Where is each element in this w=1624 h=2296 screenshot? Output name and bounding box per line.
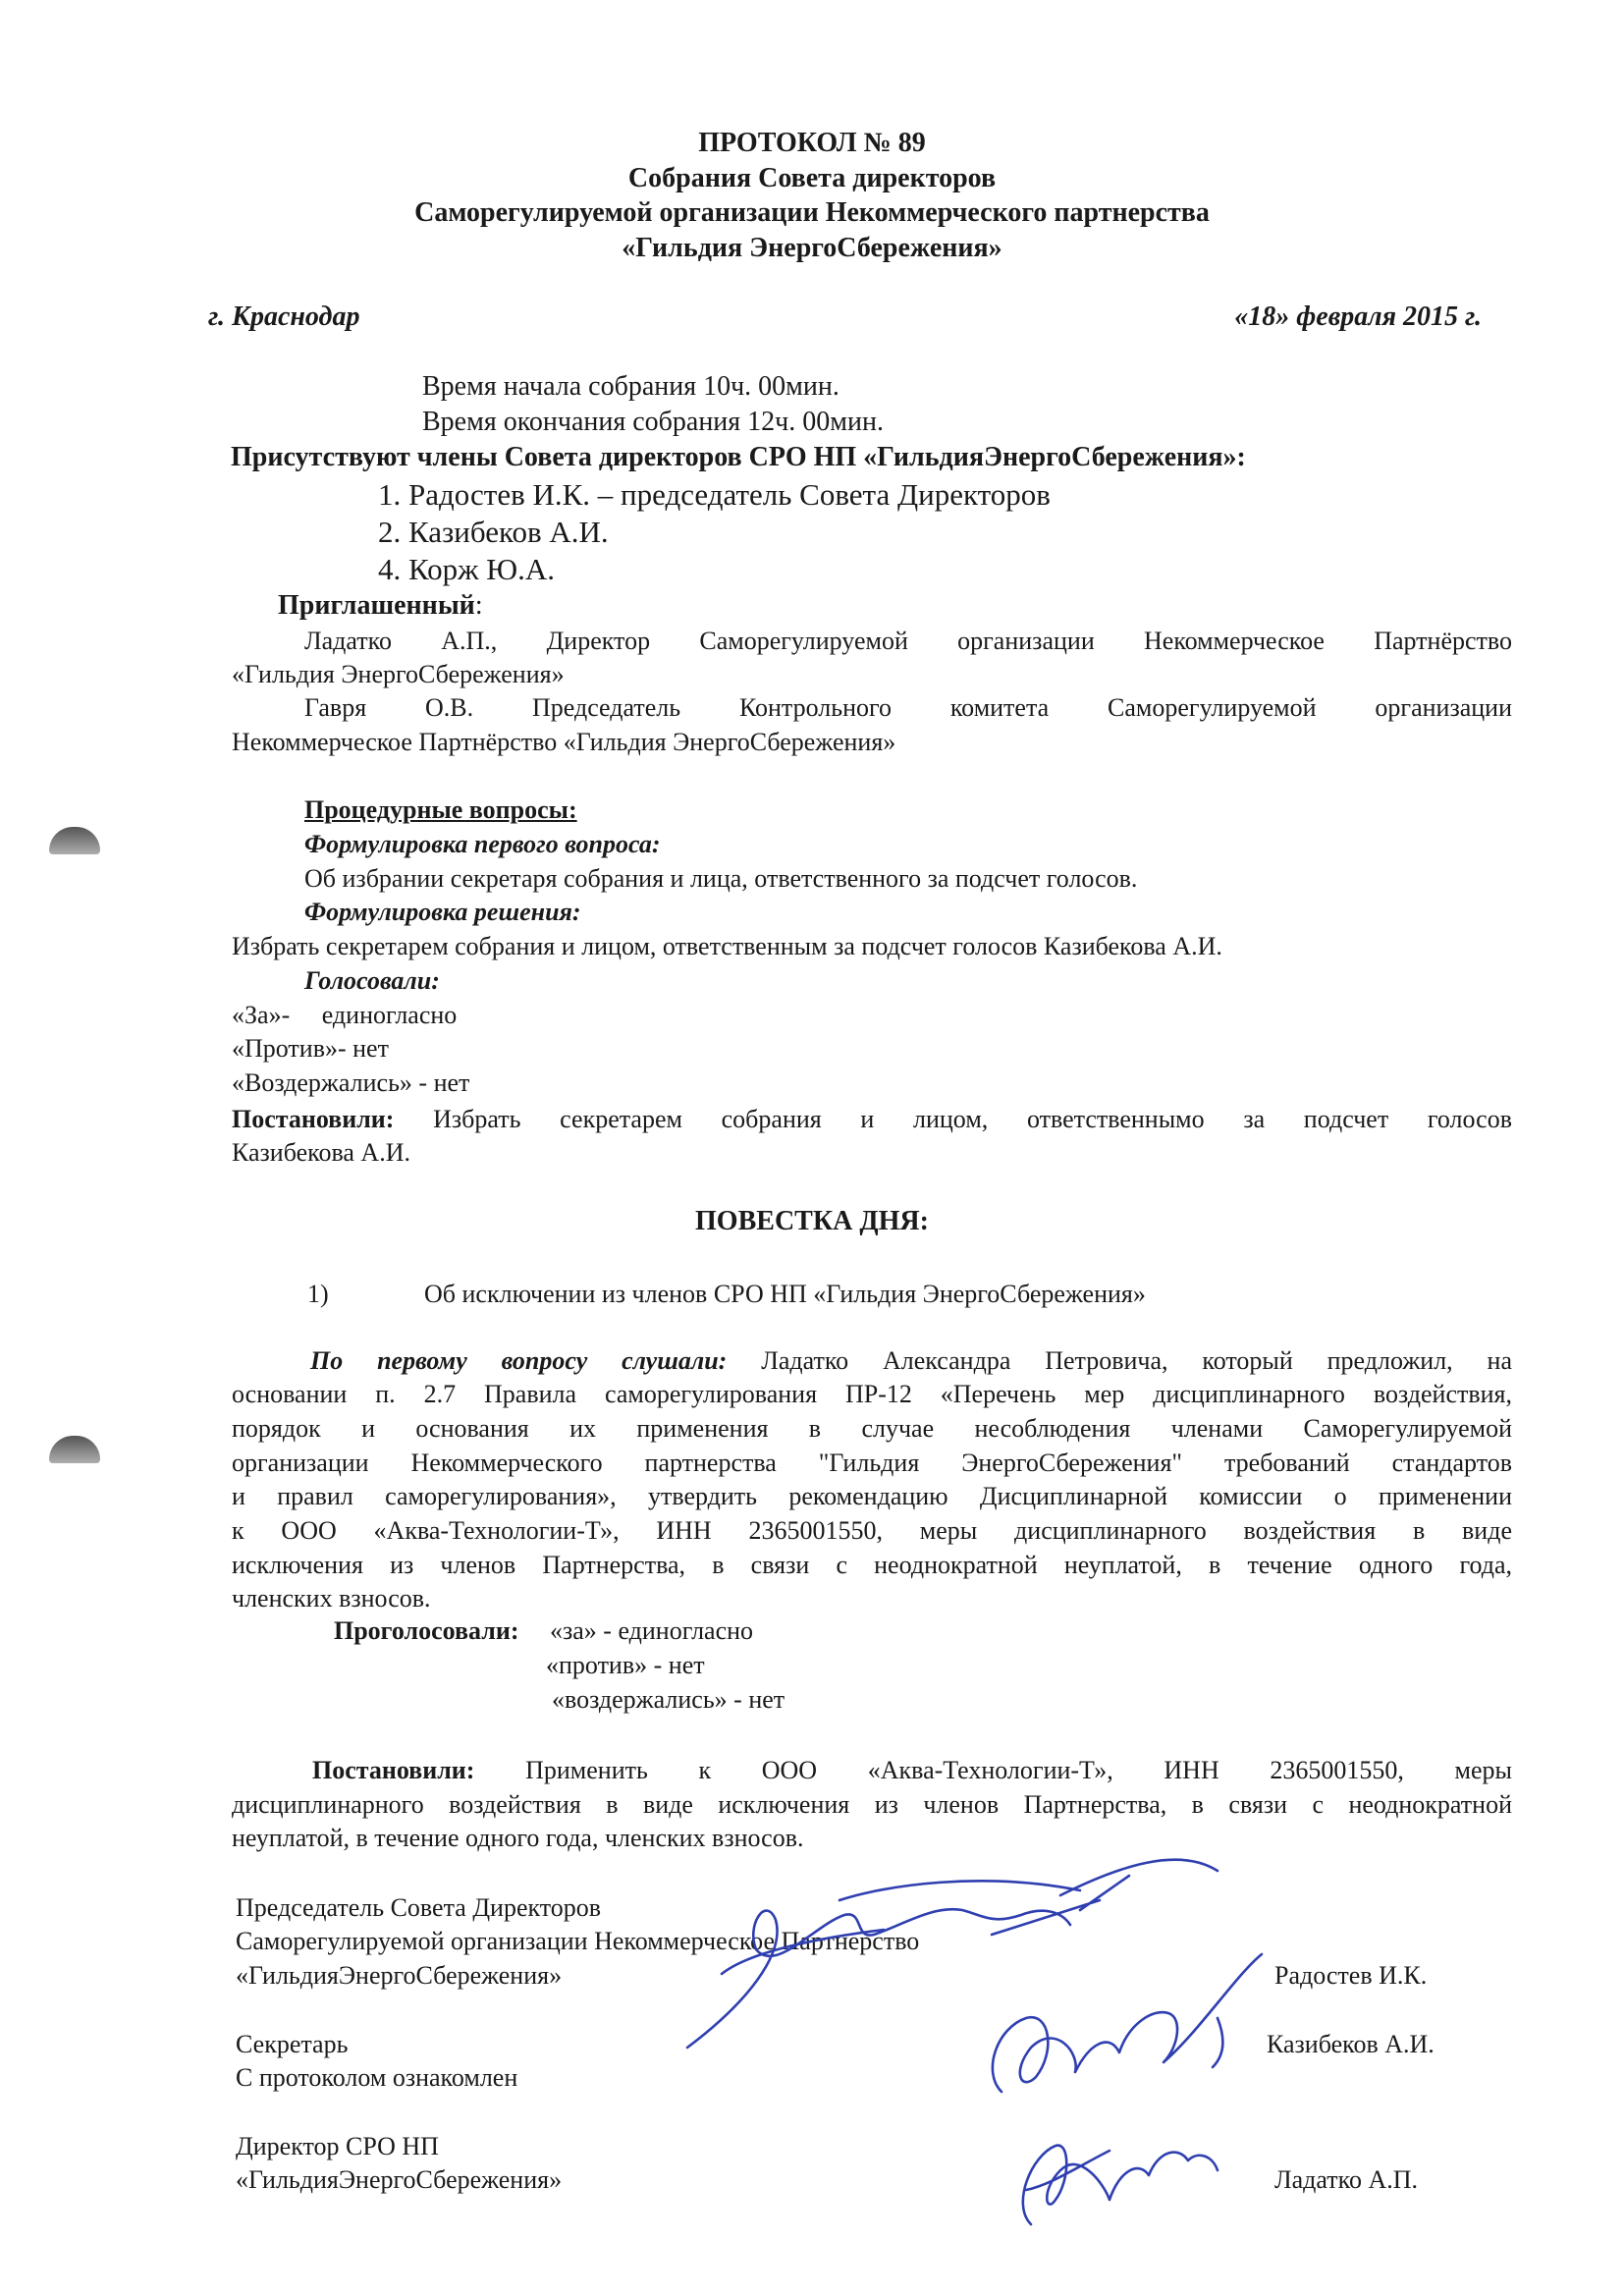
punch-hole-top bbox=[49, 827, 100, 854]
secretary-signature bbox=[993, 1954, 1262, 2092]
city: г. Краснодар bbox=[208, 301, 360, 332]
invited-2-line-1: Гавря О.В. Председатель Контрольного комитета Саморегулируемой организации bbox=[304, 693, 1512, 722]
vote-for-2: «за» - единогласно bbox=[550, 1616, 754, 1645]
punch-hole-bottom bbox=[49, 1436, 100, 1463]
chair-title-line-2: Саморегулируемой организации Некоммерческое Партнерство bbox=[236, 1927, 920, 1955]
proголосовали-label: Проголосовали: bbox=[334, 1616, 519, 1645]
member-item: 4. Корж Ю.А. bbox=[378, 552, 556, 586]
chair-signature-stroke bbox=[992, 1876, 1129, 1935]
acquainted-note: С протоколом ознакомлен bbox=[236, 2063, 518, 2092]
resolved-line-2: Казибекова А.И. bbox=[232, 1138, 410, 1167]
question-label: Формулировка первого вопроса: bbox=[304, 830, 661, 858]
director-title-line-2: «ГильдияЭнергоСбережения» bbox=[236, 2165, 563, 2194]
chair-title-line-3: «ГильдияЭнергоСбережения» bbox=[236, 1961, 563, 1990]
resolved-line-1: Постановили: Избрать секретарем собрания и лицом, ответственнымо за подсчет голосов bbox=[232, 1105, 1512, 1133]
heard-line-3: порядок и основания их применения в случае несоблюдения членами Саморегулируемой bbox=[232, 1414, 1512, 1443]
heard-line-1: По первому вопросу слушали: Ладатко Александра Петровича, который предложил, на bbox=[310, 1346, 1512, 1375]
director-signature bbox=[1023, 2146, 1218, 2224]
invited-heading: Приглашенный: bbox=[278, 590, 483, 621]
secretary-name: Казибеков А.И. bbox=[1267, 2030, 1435, 2058]
resolved2-line-1: Постановили: Применить к ООО «Аква-Технологии-Т», ИНН 2365001550, меры bbox=[312, 1756, 1512, 1784]
invited-2-line-2: Некоммерческое Партнёрство «Гильдия ЭнергоСбережения» bbox=[232, 728, 896, 756]
chair-title-line-1: Председатель Совета Директоров bbox=[236, 1893, 602, 1922]
heard-line-5: и правил саморегулирования», утвердить рекомендацию Дисциплинарной комиссии о применении bbox=[232, 1482, 1512, 1510]
agenda-heading: ПОВЕСТКА ДНЯ: bbox=[695, 1206, 929, 1236]
question-text: Об избрании секретаря собрания и лица, ответственного за подсчет голосов. bbox=[304, 864, 1138, 893]
vote-against-2: «против» - нет bbox=[546, 1651, 705, 1679]
title-line-2: Собрания Совета директоров bbox=[627, 163, 997, 193]
resolved2-line-3: неуплатой, в течение одного года, членских взносов. bbox=[232, 1824, 804, 1852]
member-item: 2. Казибеков А.И. bbox=[378, 515, 609, 549]
director-name: Ладатко А.П. bbox=[1274, 2165, 1418, 2194]
document-title: ПРОТОКОЛ № 89 bbox=[698, 128, 926, 158]
invited-1-line-2: «Гильдия ЭнергоСбережения» bbox=[232, 660, 565, 688]
agenda-item-number: 1) bbox=[307, 1280, 329, 1308]
title-line-4: «Гильдия ЭнергоСбережения» bbox=[622, 233, 1002, 263]
start-time: Время начала собрания 10ч. 00мин. bbox=[422, 371, 839, 402]
member-item: 1. Радостев И.К. – председатель Совета Директоров bbox=[378, 477, 1051, 512]
chair-name: Радостев И.К. bbox=[1274, 1961, 1428, 1990]
vote-abstain-2: «воздержались» - нет bbox=[552, 1685, 785, 1714]
date: «18» февраля 2015 г. bbox=[1234, 301, 1482, 332]
vote-for: «За»- единогласно bbox=[232, 1001, 458, 1029]
heard-line-4: организации Некоммерческого партнерства "Гильдия ЭнергоСбережения" требований стандартов bbox=[232, 1449, 1512, 1477]
agenda-item-text: Об исключении из членов СРО НП «Гильдия ЭнергоСбережения» bbox=[424, 1280, 1146, 1308]
secretary-title: Секретарь bbox=[236, 2030, 349, 2058]
decision-text: Избрать секретарем собрания и лицом, ответственным за подсчет голосов Казибекова А.И. bbox=[232, 932, 1222, 960]
director-title-line-1: Директор СРО НП bbox=[236, 2132, 439, 2160]
resolved2-line-2: дисциплинарного воздействия в виде исключения из членов Партнерства, в связи с неоднократной bbox=[232, 1790, 1512, 1819]
heard-line-8: членских взносов. bbox=[232, 1584, 431, 1613]
decision-label: Формулировка решения: bbox=[304, 898, 581, 926]
invited-1-line-1: Ладатко А.П., Директор Саморегулируемой организации Некоммерческое Партнёрство bbox=[304, 627, 1512, 655]
heard-line-7: исключения из членов Партнерства, в связи с неоднократной неуплатой, в течение одного года, bbox=[232, 1551, 1512, 1579]
heard-line-6: к ООО «Аква-Технологии-Т», ИНН 2365001550, меры дисциплинарного воздействия в виде bbox=[232, 1516, 1512, 1545]
title-line-3: Саморегулируемой организации Некоммерческого партнерства bbox=[414, 197, 1210, 228]
procedural-heading: Процедурные вопросы: bbox=[304, 795, 577, 824]
vote-abstain: «Воздержались» - нет bbox=[232, 1068, 470, 1097]
heard-line-2: основании п. 2.7 Правила саморегулирования ПР-12 «Перечень мер дисциплинарного воздействия, bbox=[232, 1380, 1512, 1408]
vote-against: «Против»- нет bbox=[232, 1034, 389, 1063]
voted-label: Голосовали: bbox=[304, 966, 440, 995]
present-heading: Присутствуют члены Совета директоров СРО НП «ГильдияЭнергоСбережения»: bbox=[231, 442, 1246, 472]
end-time: Время окончания собрания 12ч. 00мин. bbox=[422, 407, 884, 437]
